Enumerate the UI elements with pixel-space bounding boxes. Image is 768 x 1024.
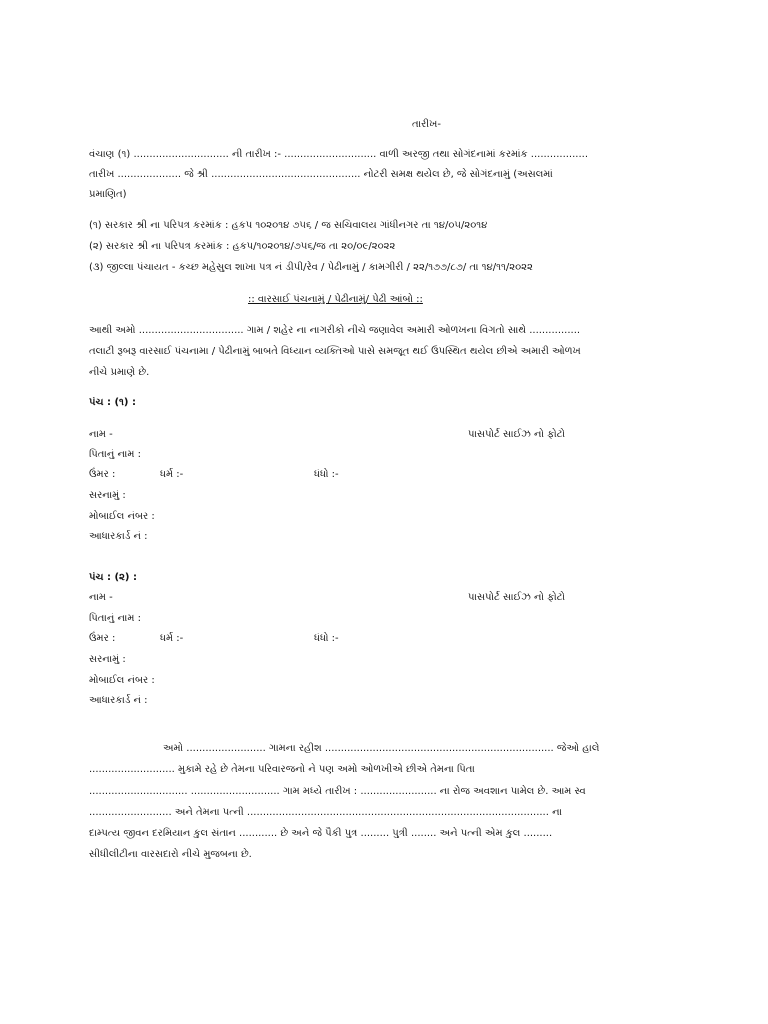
panch-1-name-label: નામ -: [89, 429, 113, 440]
panch-1-photo-label: પાસપોર્ટ સાઈઝ નો ફોટો: [468, 429, 566, 440]
panch-1-heading: પંચ : (૧) :: [89, 397, 136, 408]
panch-2-aadhaar-label: આધારકાર્ડ નં :: [89, 695, 148, 706]
statement-line-1: અમો ......................... ગામના રહીશ ........................................................................ જેઓ હાલે: [163, 743, 600, 754]
panch-1-aadhaar-label: આધારકાર્ડ નં :: [89, 531, 148, 542]
intro-line-2: તલાટી રૂબરૂ વારસાઈ પંચનામા / પેઢીનામું બાબતે વિધ્યાન વ્યક્તિઓ પાસે સમજૂત થઈ ઉપસ્થિત થયેલ છીએ અમારી ઓળખ: [89, 346, 581, 357]
circular-3: (૩) જીલ્લા પંચાયત - કચ્છ મહેસુલ શાખા પત્ર નં ડીપી/રેવ / પેઢીનામું / કામગીરી / ૨૨/૧૭૭/૮૭/ તા ૧૪/૧૧/૨૦૨૨: [89, 262, 533, 273]
panch-1-mobile-label: મોબાઈલ નંબર :: [89, 511, 155, 522]
intro-line-1: આથી અમો ................................. ગામ / શહેર ના નાગરીકો નીચે જણાવેલ અમારી ઓળખના વિગતો સાથે ................: [89, 325, 581, 336]
panch-2-photo-label: પાસપોર્ટ સાઈઝ નો ફોટો: [468, 592, 566, 603]
panch-1-age-label: ઉંમર :: [89, 469, 116, 480]
panch-2-name-label: નામ -: [89, 592, 113, 603]
panch-2-heading: પંચ : (૨) :: [89, 572, 137, 583]
reference-line-1: વંચાણ (૧) .............................. ની તારીખ :- ............................. વાળી અરજી તથા સોગંદનામાં કરમાંક ..................: [89, 149, 588, 160]
section-title: :: વારસાઈ પંચનામું / પેઢીનામું/ પેઢી આંબો ::: [248, 294, 423, 305]
panch-2-mobile-label: મોબાઈલ નંબર :: [89, 675, 155, 686]
date-label: તારીખ-: [412, 119, 441, 130]
panch-1-father-label: પિતાનું નામ :: [89, 449, 141, 460]
statement-line-3: ............................... ............................ ગામ મધ્યે તારીખ : ........................ ના રોજ અવશાન પામેલ છે. આમ સ્વ: [89, 786, 586, 797]
panch-1-address-label: સરનામું :: [89, 490, 126, 501]
reference-line-3: પ્રમાણિત): [89, 189, 127, 200]
statement-line-2: ........................... મુકામે રહે છે તેમના પરિવારજનો ને પણ અમો ઓળખીએ છીએ તેમના પિતા: [89, 764, 475, 775]
reference-line-2: તારીખ .................... જે શ્રી ............................................... નોટરી સમક્ષ થયેલ છે, જે સોગંદનામું (અસલમાં: [89, 169, 553, 180]
statement-line-6: સીધીલીટીના વારસદારો નીચે મુજબના છે.: [89, 849, 252, 860]
statement-line-4: .......................... અને તેમના પત્ની ............................................................................................... ના: [89, 807, 562, 818]
circular-2: (૨) સરકાર શ્રી ના પરિપત્ર કરમાંક : હકપ/૧૦૨૦૧૪/૭૫૬/જ તા ૨૦/૦૯/૨૦૨૨: [89, 241, 396, 252]
panch-2-father-label: પિતાનું નામ :: [89, 613, 141, 624]
circular-1: (૧) સરકાર શ્રી ના પરિપત્ર કરમાંક : હકપ ૧૦૨૦૧૪ ૭૫૬ / જ સચિવાલય ગાંધીનગર તા ૧૪/૦૫/૨૦૧૪: [89, 220, 488, 231]
panch-2-occupation-label: ધંધો :-: [314, 633, 339, 644]
panch-1-religion-label: ધર્મ :-: [160, 469, 184, 480]
panch-1-occupation-label: ધંધો :-: [314, 469, 339, 480]
panch-2-religion-label: ધર્મ :-: [160, 633, 184, 644]
panch-2-address-label: સરનામું :: [89, 654, 126, 665]
statement-line-5: દામ્પત્ય જીવન દરમિયાન કુલ સંતાન ............ છે અને જે પૈકી પુત્ર ......... પુત્રી ........ અને પત્ની એમ કુલ .........: [89, 828, 553, 839]
panch-2-age-label: ઉંમર :: [89, 633, 116, 644]
intro-line-3: નીચે પ્રમાણે છે.: [89, 367, 150, 378]
